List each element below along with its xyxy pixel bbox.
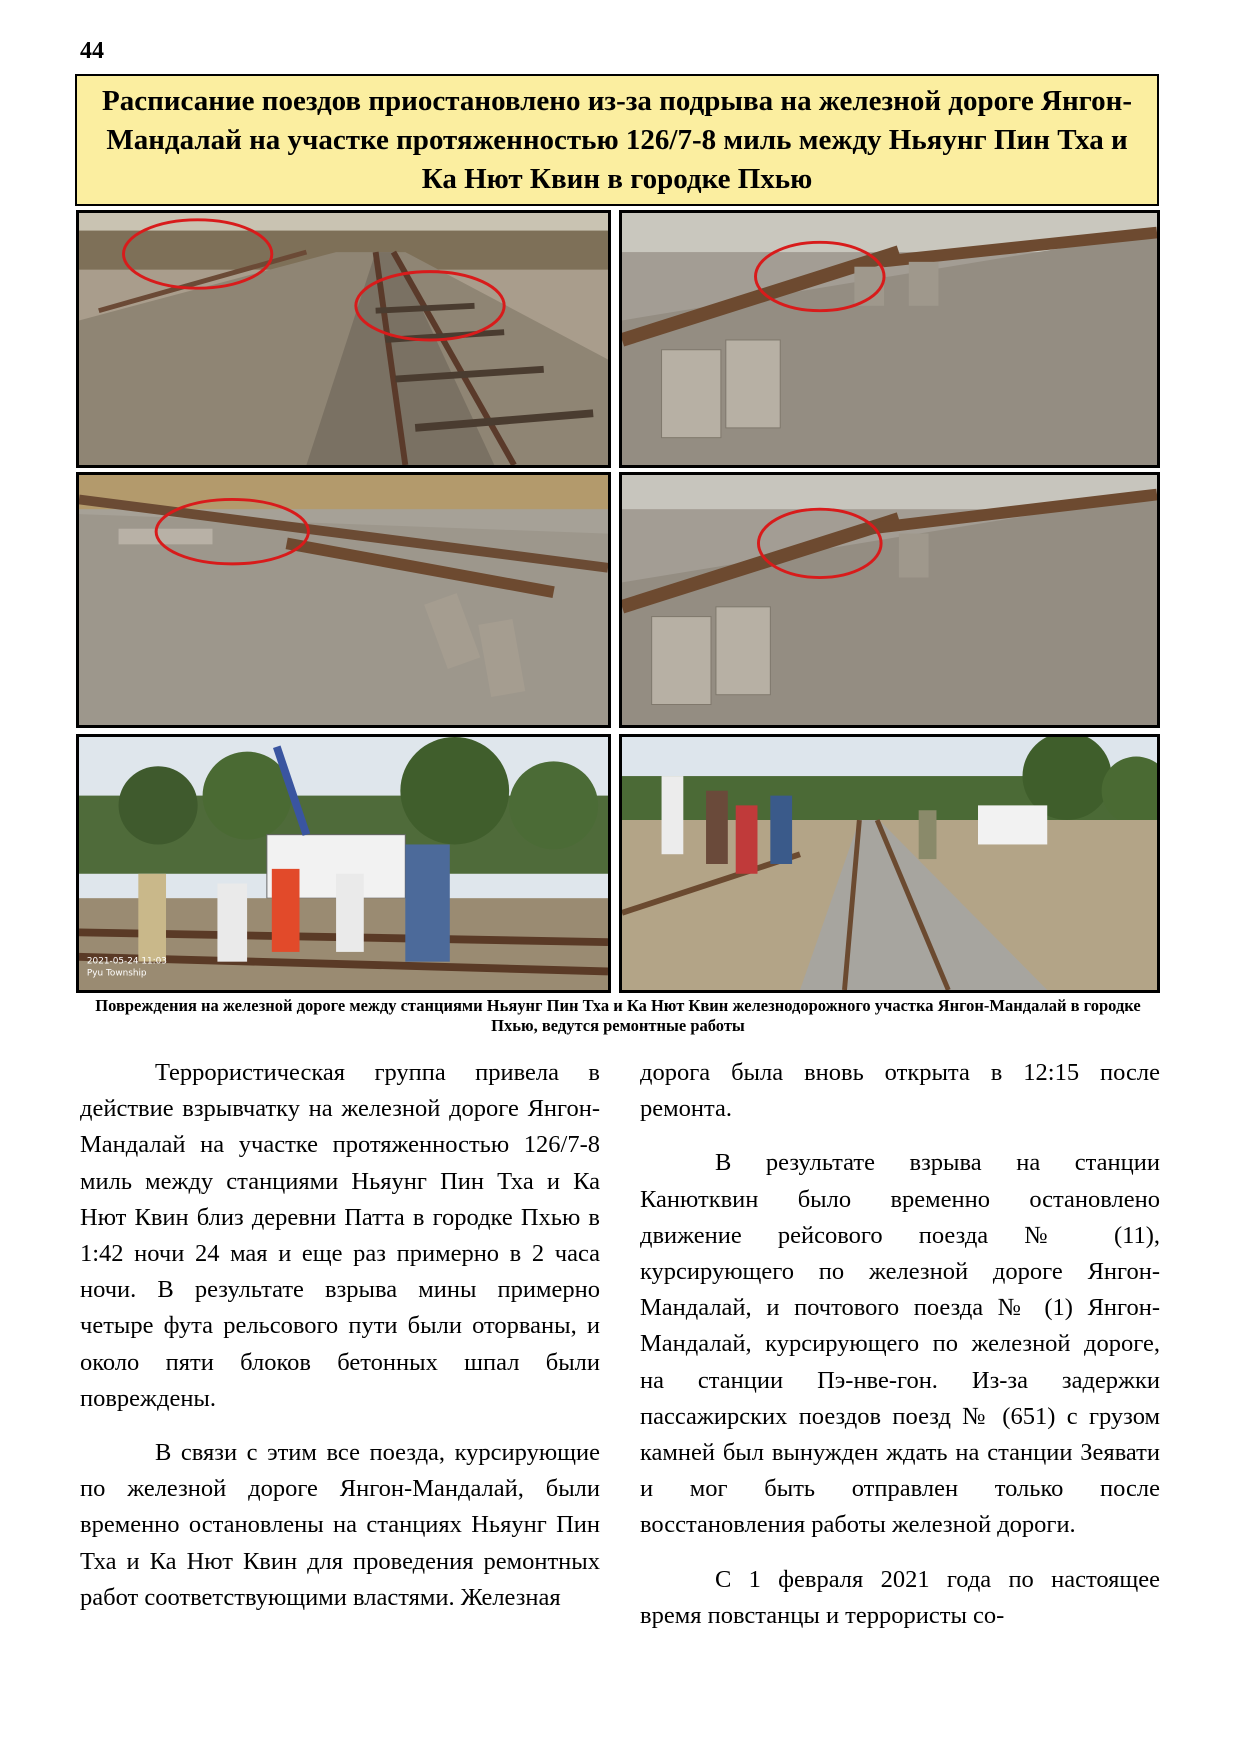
paragraph: дорога была вновь открыта в 12:15 после ремонта. — [640, 1059, 1160, 1123]
paragraph: В результате взрыва на станции Канютквин было временно остановлено движение рейсового поезда № (11), курсирующего по железной дороге Янгон-Мандалай, и почтового поезда № (1) Янгон-Мандалай, курсирующего по железной дороге, на станции Пэ-нве-гон. Из-за задержки пассажирских поездов поезд № (651) с грузом камней был вынужден ждать на станции Зеявати и мог быть отправлен только после восстановления работы железной дороги. — [640, 1149, 1160, 1539]
article-title: Расписание поездов приостановлено из-за подрыва на железной дороге Янгон-Мандалай на участке протяженностью 126/7-8 миль между Ньяунг Пин Тха и Ка Нют Квин в городке Пхью — [75, 74, 1159, 206]
photo-track-damage-3 — [76, 472, 611, 728]
page-number: 44 — [80, 38, 104, 64]
photo-track-damage-2 — [619, 210, 1160, 468]
photo-caption: Повреждения на железной дороге между станциями Ньяунг Пин Тха и Ка Нют Квин железнодорожного участка Янгон-Мандалай в городке Пхью, ведутся ремонтные работы — [95, 996, 1141, 1035]
article-column-left — [80, 1055, 600, 1616]
photo-track-damage-4 — [619, 472, 1160, 728]
photo-location-stamp: Pyu Township — [86, 968, 147, 979]
article-column-right — [640, 1055, 1160, 1634]
photo-repair-crew-1 — [76, 734, 611, 993]
photo-repair-crew-2 — [619, 734, 1160, 993]
photo-timestamp: 2021-05-24 11:03 — [86, 956, 167, 967]
photo-track-damage-1 — [76, 210, 611, 468]
paragraph: Террористическая группа привела в действие взрывчатку на железной дороге Янгон-Мандалай на участке протяженностью 126/7-8 миль между станциями Ньяунг Пин Тха и Ка Нют Квин близ деревни Патта в городке Пхью в 1:42 ночи 24 мая и еще раз примерно в 2 часа ночи. В результате взрыва мины примерно четыре фута рельсового пути были оторваны, и около пяти блоков бетонных шпал были повреждены. — [80, 1059, 600, 1412]
paragraph: В связи с этим все поезда, курсирующие по железной дороге Янгон-Мандалай, были временно остановлены на станциях Ньяунг Пин Тха и Ка Нют Квин для проведения ремонтных работ соответствующими властями. Железная — [80, 1439, 600, 1611]
paragraph: С 1 февраля 2021 года по настоящее время повстанцы и террористы со- — [640, 1565, 1160, 1629]
